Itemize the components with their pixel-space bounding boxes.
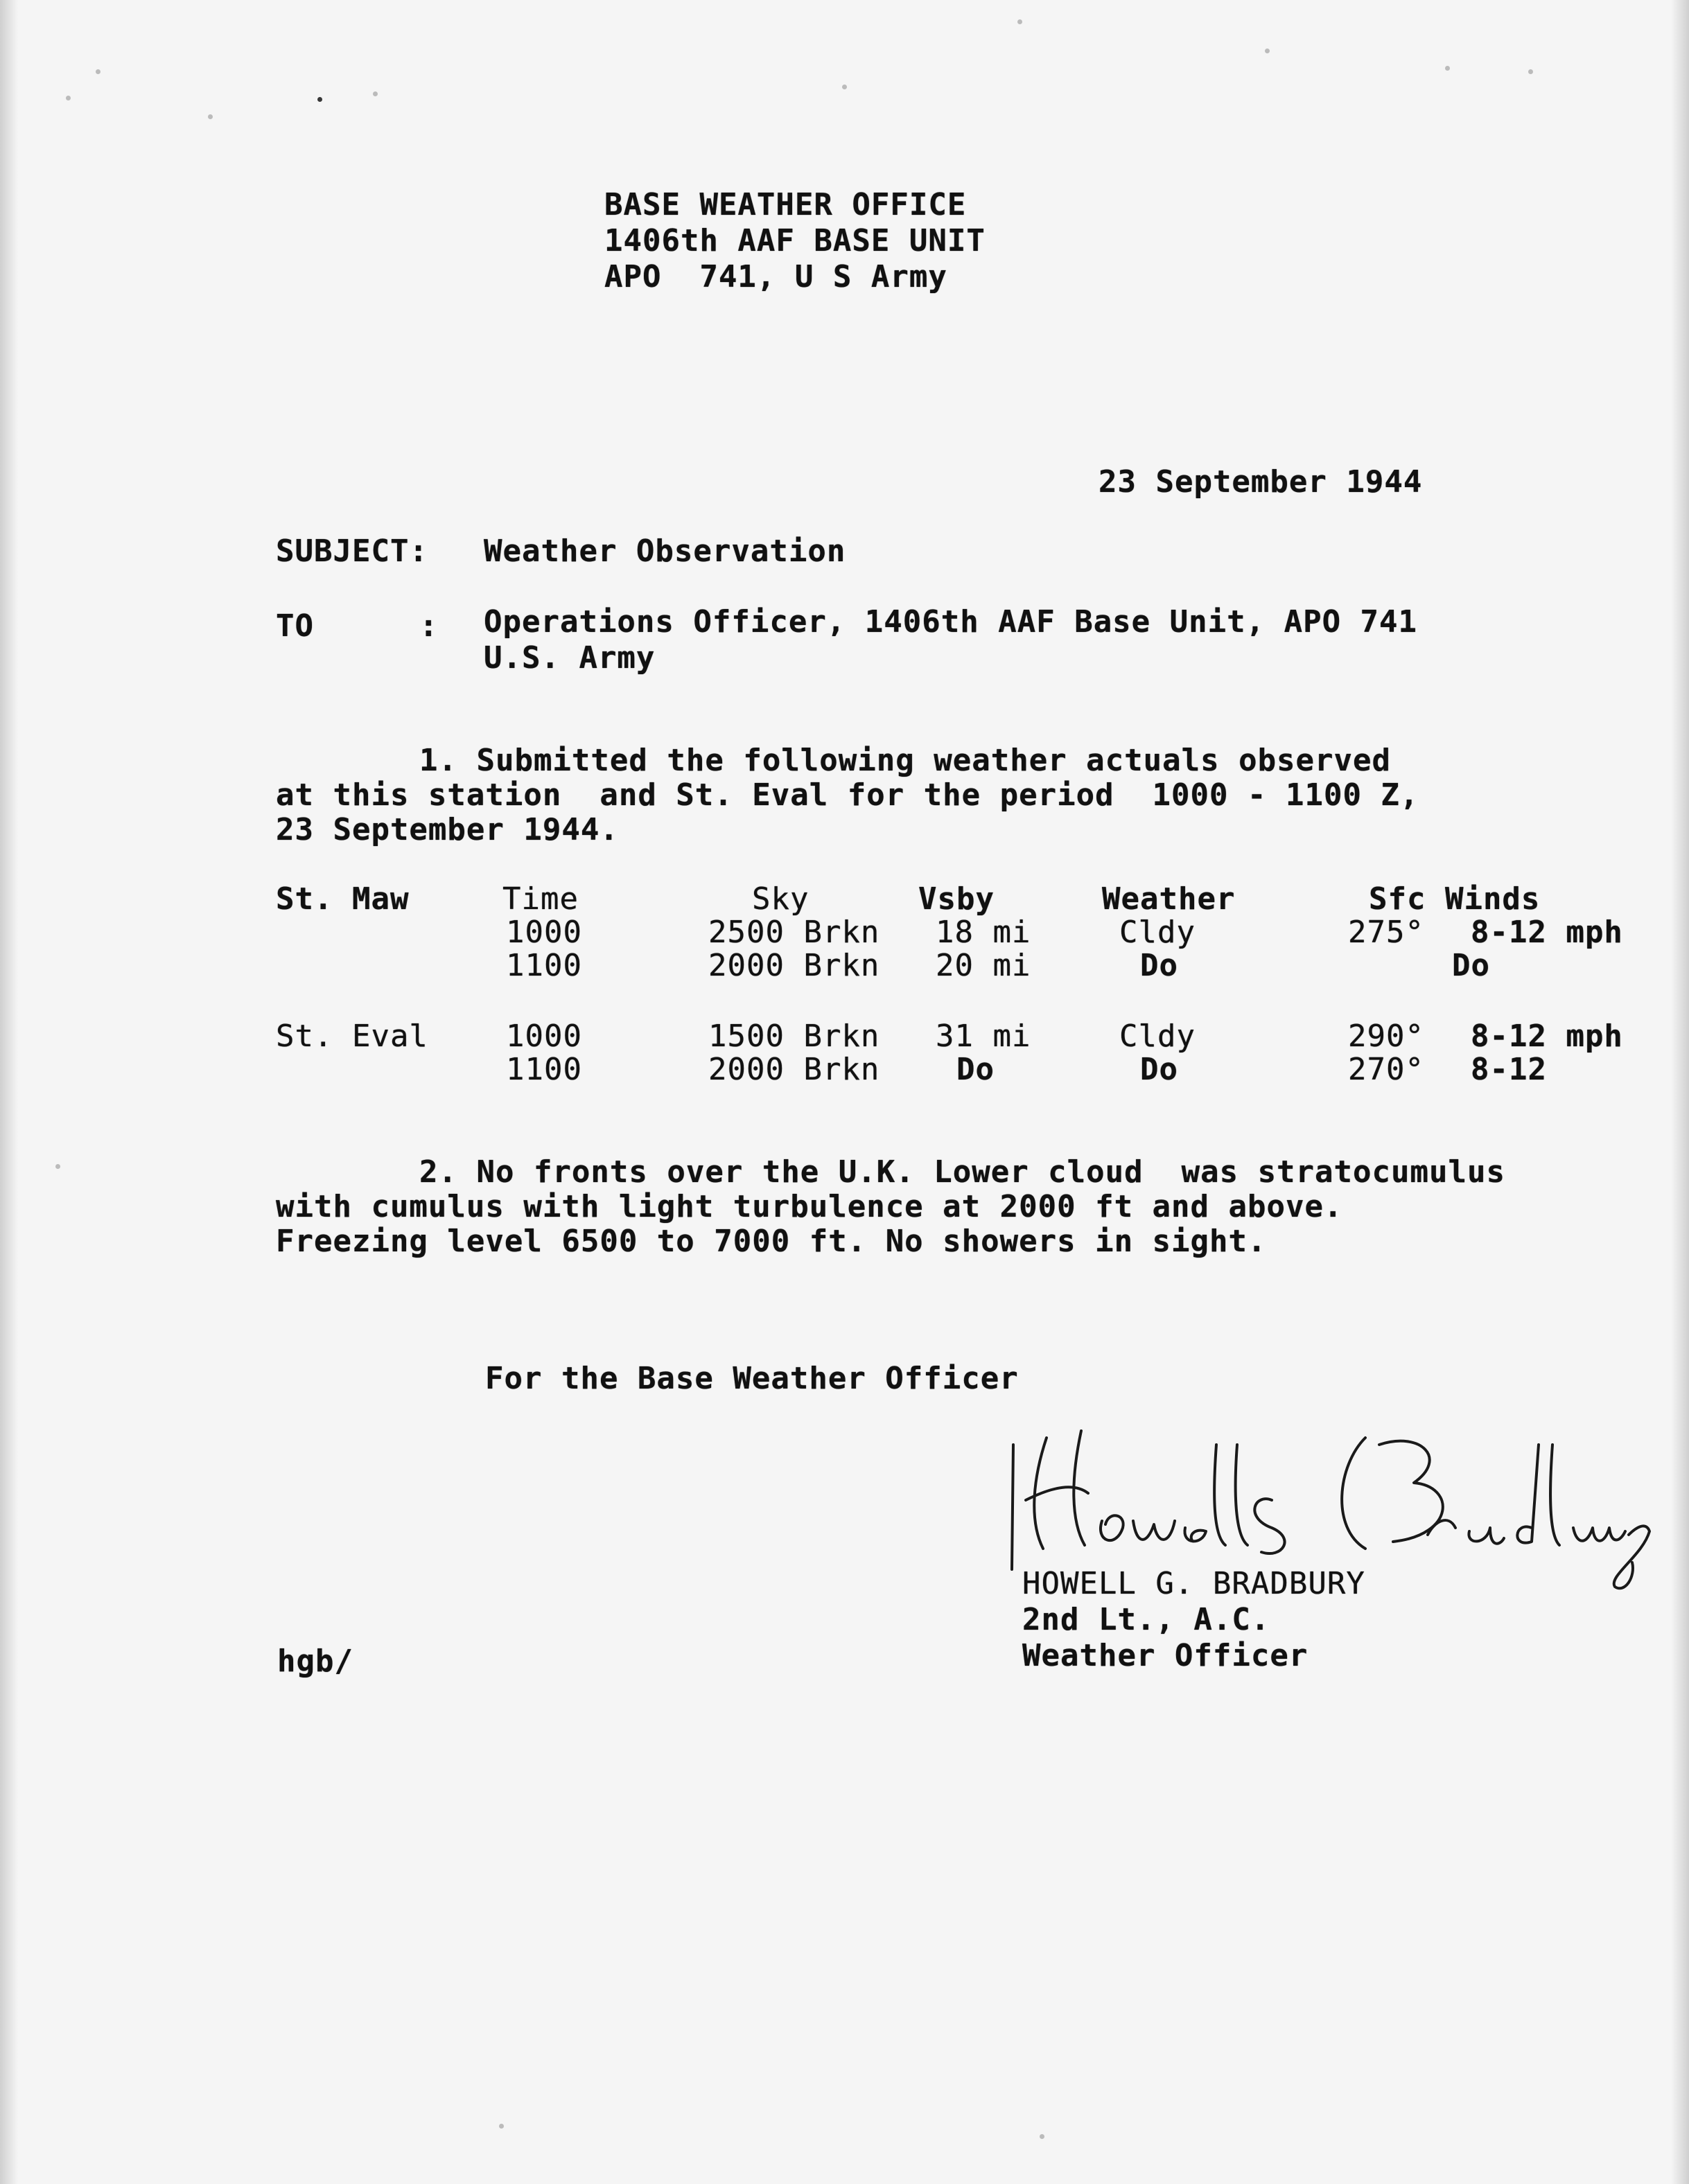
row-wind-direction: 275°: [1348, 915, 1424, 950]
paragraph-2-line-2: with cumulus with light turbulence at 2000 ft and above.: [276, 1189, 1343, 1224]
page-right-edge: [1671, 0, 1689, 2184]
paragraph-2-line-1: 2. No fronts over the U.K. Lower cloud was stratocumulus: [419, 1154, 1505, 1190]
row-wind-speed: Do: [1452, 948, 1490, 983]
dust-speck: [55, 1164, 60, 1169]
dust-speck: [842, 85, 847, 89]
row-vsby: 31 mi: [936, 1019, 1031, 1054]
page-left-edge: [0, 0, 18, 2184]
row-weather: Do: [1140, 948, 1178, 983]
dust-speck: [373, 91, 378, 96]
row-wind-speed: 8-12: [1471, 1052, 1547, 1087]
header-time: Time: [502, 881, 579, 917]
subject-label: SUBJECT:: [276, 534, 428, 569]
dust-speck: [1528, 69, 1533, 74]
dust-speck: [1040, 2134, 1044, 2139]
dust-speck: [96, 69, 100, 74]
row-vsby: 20 mi: [936, 948, 1031, 983]
row-sky: 2500 Brkn: [708, 915, 880, 950]
signer-title: Weather Officer: [1022, 1638, 1309, 1673]
paragraph-1-line-3: 23 September 1944.: [276, 812, 619, 847]
dust-speck: [317, 97, 322, 102]
row-time: 1100: [506, 1052, 582, 1087]
row-wind-direction: 270°: [1348, 1052, 1424, 1087]
row-weather: Cldy: [1119, 1019, 1196, 1054]
letterhead-unit: 1406th AAF BASE UNIT: [604, 223, 986, 258]
paragraph-2-line-3: Freezing level 6500 to 7000 ft. No showers in sight.: [276, 1224, 1267, 1259]
row-weather: Do: [1140, 1052, 1178, 1087]
letterhead-office: BASE WEATHER OFFICE: [604, 187, 967, 222]
header-vsby: Vsby: [918, 881, 995, 917]
row-time: 1000: [506, 1019, 582, 1054]
dust-speck: [208, 114, 213, 119]
row-station: St. Maw: [276, 881, 410, 917]
signer-name: HOWELL G. BRADBURY: [1022, 1566, 1365, 1601]
to-label: TO: [276, 608, 314, 644]
row-weather: Cldy: [1119, 915, 1196, 950]
row-sky: 1500 Brkn: [708, 1019, 880, 1054]
letter-date: 23 September 1944: [1099, 464, 1423, 500]
paragraph-1-line-2: at this station and St. Eval for the period 1000 - 1100 Z,: [276, 777, 1419, 813]
letterhead-address: APO 741, U S Army: [604, 259, 947, 294]
row-sky: 2000 Brkn: [708, 948, 880, 983]
row-vsby: Do: [956, 1052, 995, 1087]
to-recipient: Operations Officer, 1406th AAF Base Unit, APO 741: [484, 604, 1418, 640]
dust-speck: [1445, 66, 1450, 71]
row-wind-speed: 8-12 mph: [1471, 1019, 1623, 1054]
dust-speck: [1017, 19, 1022, 24]
row-wind-speed: 8-12 mph: [1471, 915, 1623, 950]
row-station: St. Eval: [276, 1019, 428, 1054]
row-vsby: 18 mi: [936, 915, 1031, 950]
row-wind-direction: 290°: [1348, 1019, 1424, 1054]
header-weather: Weather: [1102, 881, 1236, 917]
dust-speck: [1265, 49, 1270, 53]
paragraph-1-line-1: 1. Submitted the following weather actuals observed: [419, 743, 1392, 778]
subject-text: Weather Observation: [484, 534, 846, 569]
reference-initials: hgb/: [277, 1644, 353, 1679]
dust-speck: [499, 2124, 504, 2129]
row-time: 1100: [506, 948, 582, 983]
header-sfc-winds: Sfc Winds: [1369, 881, 1541, 917]
row-time: 1000: [506, 915, 582, 950]
header-sky: Sky: [752, 881, 810, 917]
signer-rank: 2nd Lt., A.C.: [1022, 1602, 1270, 1637]
to-colon: :: [419, 608, 439, 644]
closing-line: For the Base Weather Officer: [485, 1361, 1019, 1396]
to-recipient-army: U.S. Army: [484, 640, 656, 676]
dust-speck: [66, 96, 71, 100]
row-sky: 2000 Brkn: [708, 1052, 880, 1087]
